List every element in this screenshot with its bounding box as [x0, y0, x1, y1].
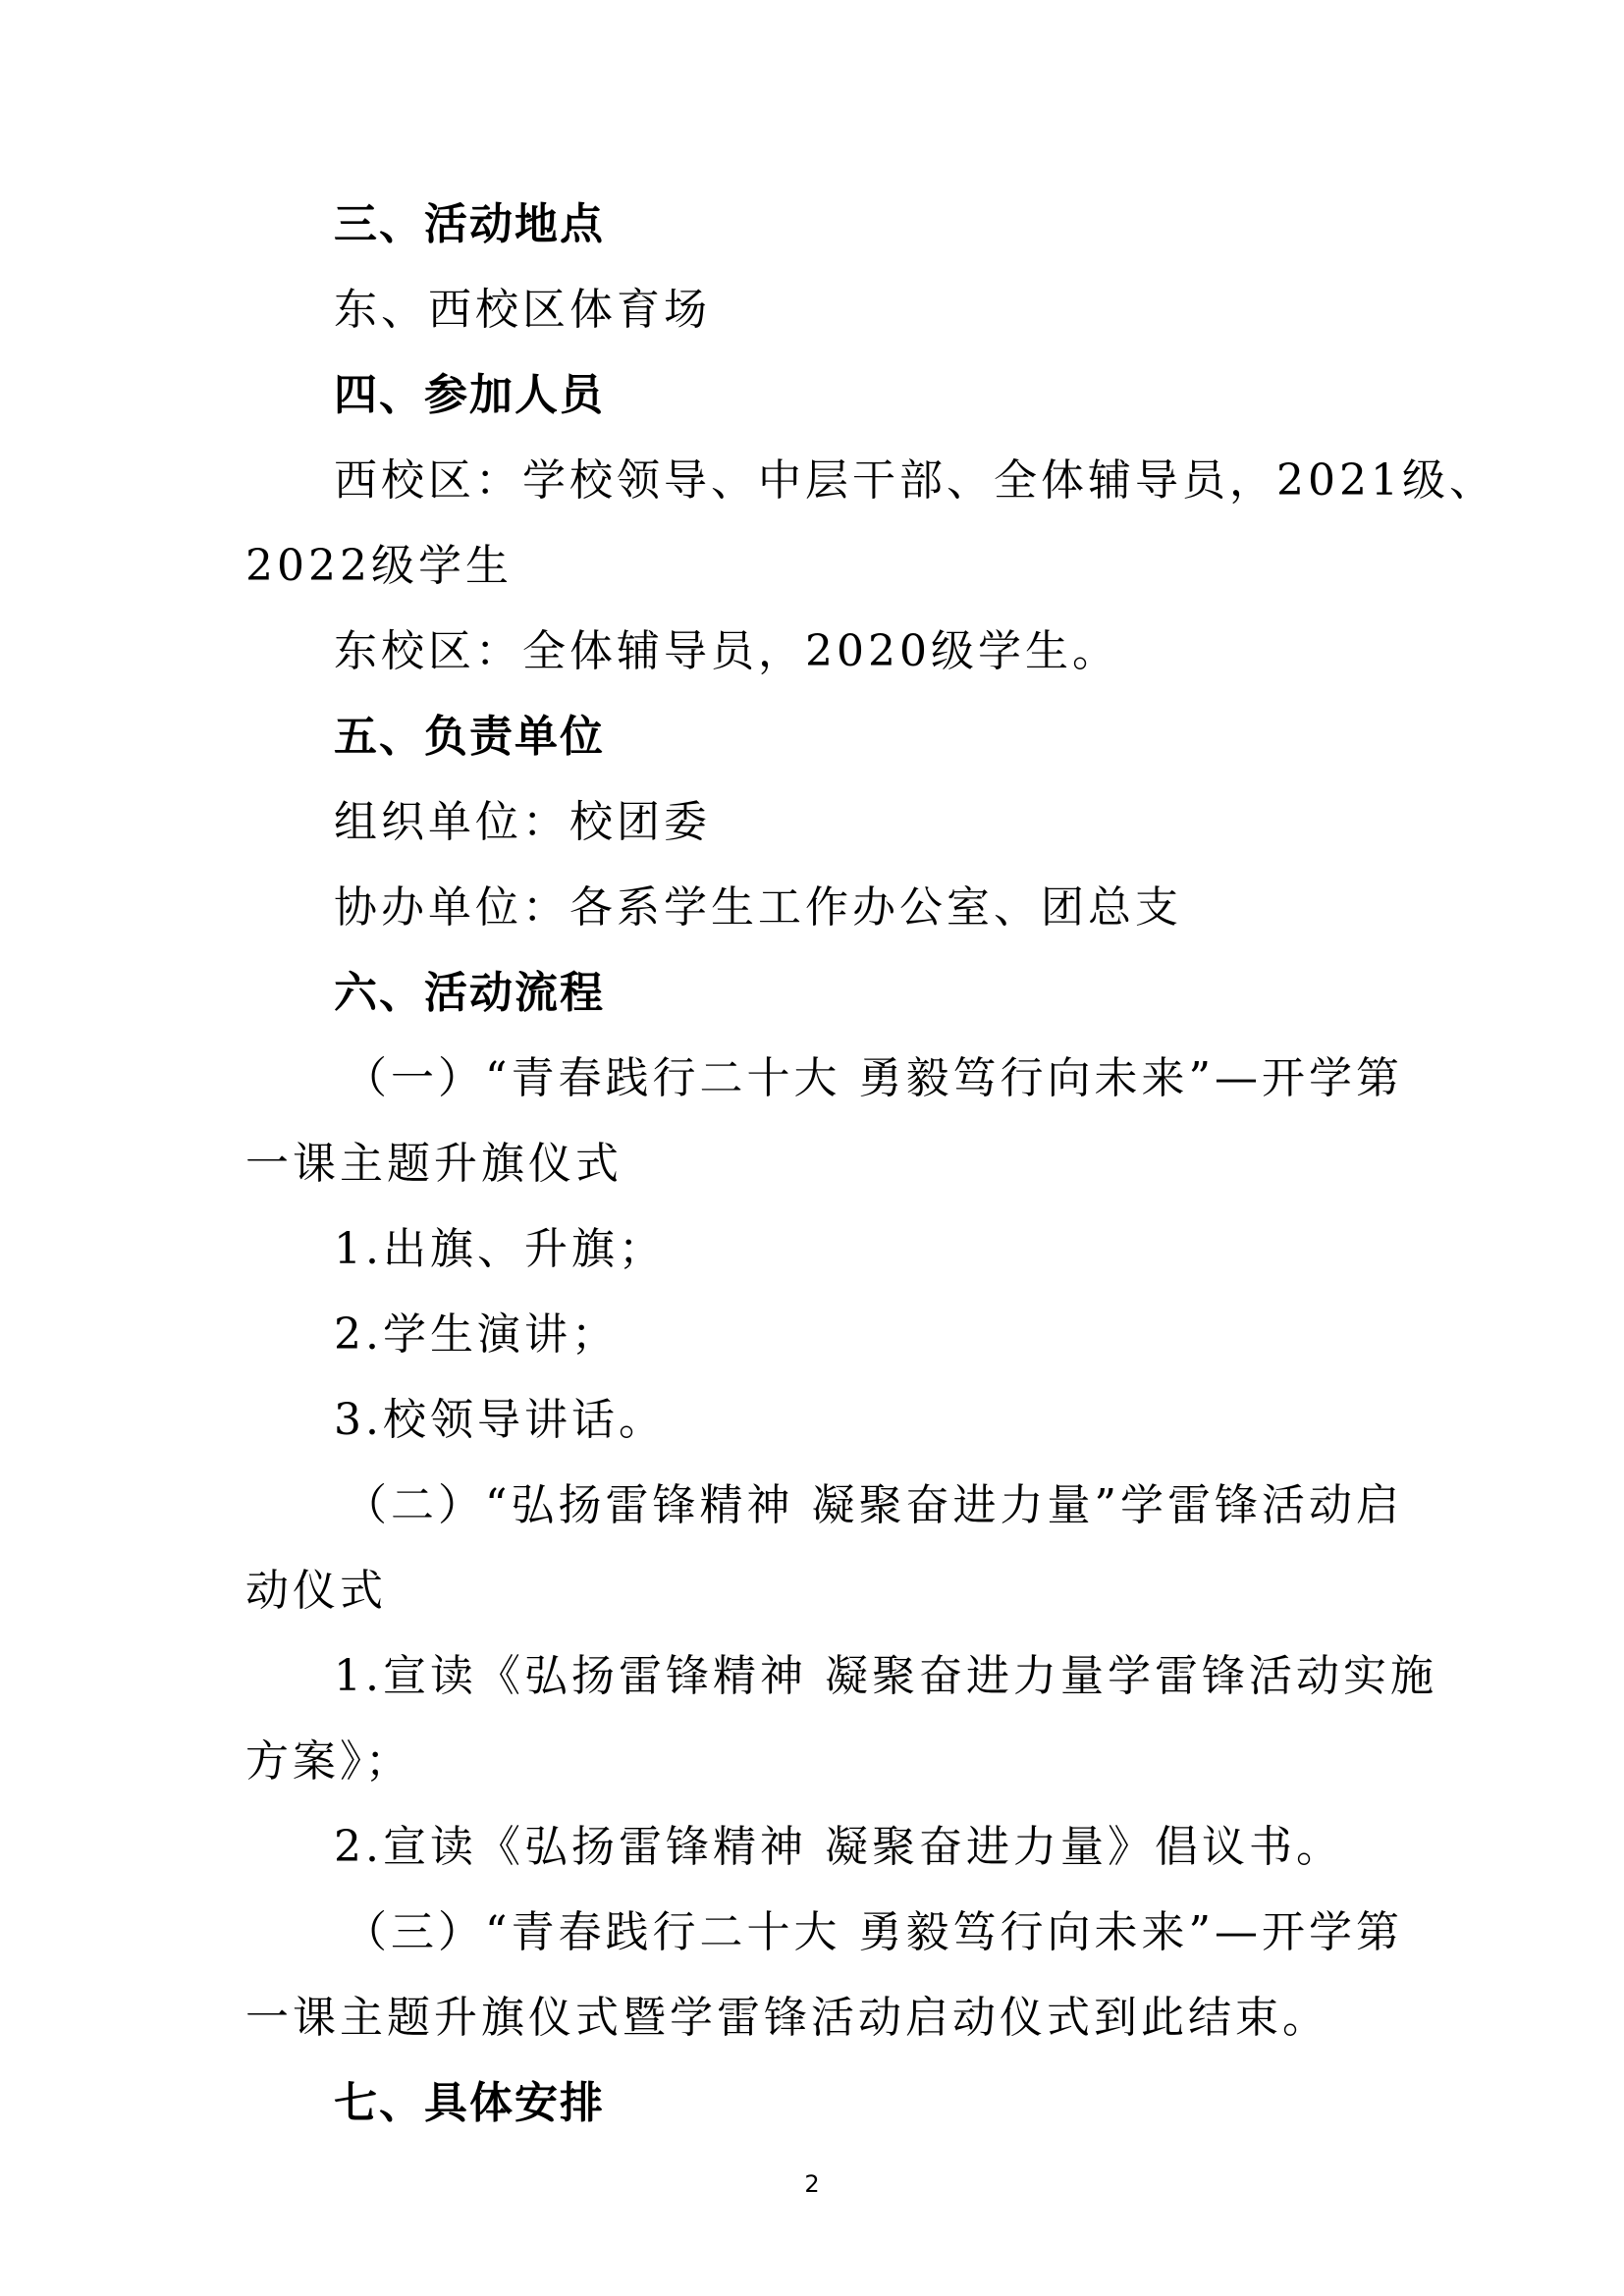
participants-east: 东校区：全体辅导员，2020级学生。	[334, 626, 1119, 676]
section-heading-participants: 四、参加人员	[334, 370, 605, 420]
section-heading-location: 三、活动地点	[334, 199, 605, 249]
section-heading-responsible-units: 五、负责单位	[334, 712, 605, 762]
procedure-part1-title-line2: 一课主题升旗仪式	[245, 1139, 623, 1189]
procedure-part2-item2: 2.宣读《弘扬雷锋精神 凝聚奋进力量》倡议书。	[334, 1822, 1343, 1872]
procedure-part1-title-line1: （一）“青春践行二十大 勇毅笃行向未来”—开学第	[344, 1053, 1403, 1103]
procedure-part2-item1-line2: 方案》；	[245, 1736, 412, 1787]
participants-west-line2: 2022级学生	[245, 541, 513, 591]
procedure-part2-item1-line1: 1.宣读《弘扬雷锋精神 凝聚奋进力量学雷锋活动实施	[334, 1651, 1437, 1701]
procedure-part3-line2: 一课主题升旗仪式暨学雷锋活动启动仪式到此结束。	[245, 1993, 1329, 2043]
organizer-text: 组织单位：校团委	[334, 797, 711, 847]
location-text: 东、西校区体育场	[334, 285, 711, 335]
procedure-part1-item1: 1.出旗、升旗；	[334, 1224, 666, 1274]
section-heading-procedure: 六、活动流程	[334, 968, 605, 1018]
procedure-part1-item2: 2.学生演讲；	[334, 1309, 619, 1360]
procedure-part2-title-line1: （二）“弘扬雷锋精神 凝聚奋进力量”学雷锋活动启	[344, 1480, 1403, 1530]
procedure-part3-line1: （三）“青春践行二十大 勇毅笃行向未来”—开学第	[344, 1907, 1403, 1957]
coorganizer-text: 协办单位：各系学生工作办公室、团总支	[334, 882, 1182, 933]
procedure-part1-item3: 3.校领导讲话。	[334, 1395, 666, 1445]
participants-west-line1: 西校区：学校领导、中层干部、全体辅导员，2021级、	[334, 455, 1496, 506]
page-number: 2	[804, 2170, 820, 2198]
procedure-part2-title-line2: 动仪式	[245, 1566, 387, 1616]
section-heading-arrangement: 七、具体安排	[334, 2078, 605, 2128]
